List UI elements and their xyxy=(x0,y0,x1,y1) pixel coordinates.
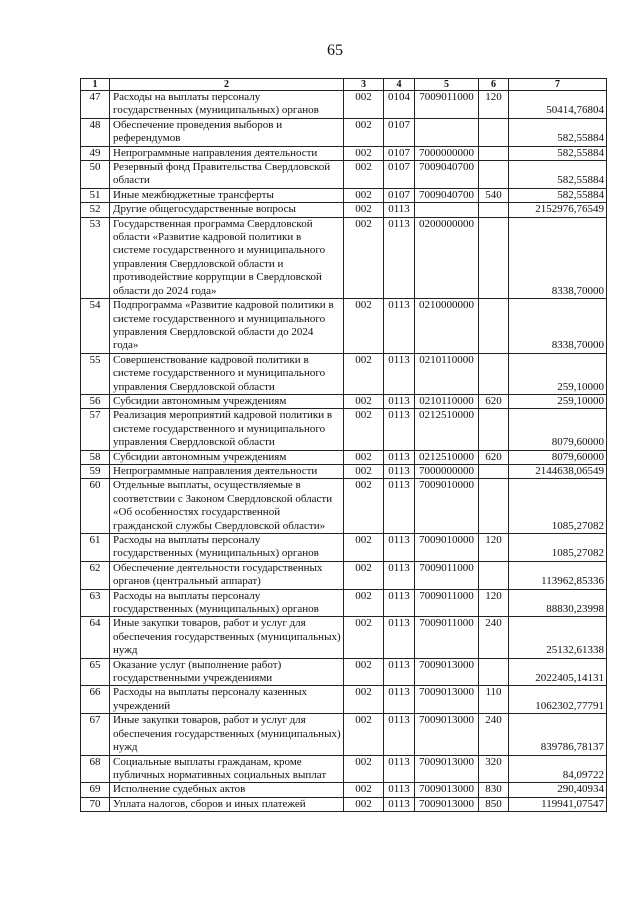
row-name: Исполнение судебных актов xyxy=(110,783,344,797)
row-number: 62 xyxy=(81,561,110,589)
row-code-3: 002 xyxy=(344,188,384,202)
row-code-4: 0113 xyxy=(384,394,415,408)
row-code-3: 002 xyxy=(344,464,384,478)
row-code-4: 0113 xyxy=(384,479,415,534)
row-number: 70 xyxy=(81,797,110,811)
row-name: Иные межбюджетные трансферты xyxy=(110,188,344,202)
row-number: 47 xyxy=(81,91,110,119)
row-code-5: 7009010000 xyxy=(415,534,479,562)
row-number: 54 xyxy=(81,299,110,354)
row-number: 68 xyxy=(81,755,110,783)
row-code-3: 002 xyxy=(344,217,384,298)
table-row xyxy=(81,479,607,534)
row-code-3: 002 xyxy=(344,755,384,783)
row-number: 51 xyxy=(81,188,110,202)
header-row xyxy=(81,79,607,91)
row-code-5: 7009040700 xyxy=(415,188,479,202)
row-amount: 1085,27082 xyxy=(509,534,607,562)
row-number: 65 xyxy=(81,658,110,686)
row-code-5 xyxy=(415,118,479,146)
row-code-6 xyxy=(479,299,509,354)
row-code-6 xyxy=(479,203,509,217)
row-number: 64 xyxy=(81,617,110,658)
row-name: Расходы на выплаты персоналу государственных (муниципальных) органов xyxy=(110,534,344,562)
row-code-3: 002 xyxy=(344,686,384,714)
row-name: Расходы на выплаты персоналу казенных учреждений xyxy=(110,686,344,714)
row-code-4: 0113 xyxy=(384,561,415,589)
row-code-4: 0113 xyxy=(384,783,415,797)
table-row xyxy=(81,146,607,160)
row-code-4: 0113 xyxy=(384,797,415,811)
row-amount: 259,10000 xyxy=(509,353,607,394)
row-code-3: 002 xyxy=(344,146,384,160)
table-row xyxy=(81,450,607,464)
row-code-5: 7009011000 xyxy=(415,91,479,119)
budget-table xyxy=(80,78,607,812)
col-header-5: 5 xyxy=(415,79,479,91)
row-code-3: 002 xyxy=(344,394,384,408)
table-row xyxy=(81,203,607,217)
row-number: 55 xyxy=(81,353,110,394)
table-row xyxy=(81,409,607,450)
row-code-6: 240 xyxy=(479,617,509,658)
row-amount: 8338,70000 xyxy=(509,299,607,354)
row-name: Другие общегосударственные вопросы xyxy=(110,203,344,217)
row-code-5: 7009040700 xyxy=(415,161,479,189)
row-code-6 xyxy=(479,217,509,298)
row-code-6: 120 xyxy=(479,589,509,617)
row-code-5: 7009013000 xyxy=(415,755,479,783)
col-header-2: 2 xyxy=(110,79,344,91)
row-code-4: 0113 xyxy=(384,450,415,464)
row-amount: 582,55884 xyxy=(509,146,607,160)
row-code-4: 0113 xyxy=(384,686,415,714)
row-number: 49 xyxy=(81,146,110,160)
row-amount: 582,55884 xyxy=(509,118,607,146)
row-code-6 xyxy=(479,146,509,160)
row-code-5: 7009011000 xyxy=(415,617,479,658)
row-code-6: 120 xyxy=(479,534,509,562)
row-code-5: 0210110000 xyxy=(415,353,479,394)
row-code-3: 002 xyxy=(344,714,384,755)
row-name: Уплата налогов, сборов и иных платежей xyxy=(110,797,344,811)
row-name: Совершенствование кадровой политики в системе государственного и муниципального управления Свердловской области xyxy=(110,353,344,394)
table-row xyxy=(81,658,607,686)
row-code-3: 002 xyxy=(344,783,384,797)
row-code-6: 830 xyxy=(479,783,509,797)
table-row xyxy=(81,91,607,119)
row-code-5: 0210000000 xyxy=(415,299,479,354)
row-code-4: 0113 xyxy=(384,299,415,354)
row-code-4: 0107 xyxy=(384,161,415,189)
row-code-3: 002 xyxy=(344,450,384,464)
row-code-3: 002 xyxy=(344,353,384,394)
row-amount: 88830,23998 xyxy=(509,589,607,617)
row-code-5: 7000000000 xyxy=(415,146,479,160)
row-name: Реализация мероприятий кадровой политики в системе государственного и муниципального управления Свердловской области xyxy=(110,409,344,450)
row-code-5: 7009010000 xyxy=(415,479,479,534)
table-row xyxy=(81,714,607,755)
row-code-6 xyxy=(479,464,509,478)
row-name: Субсидии автономным учреждениям xyxy=(110,394,344,408)
row-number: 53 xyxy=(81,217,110,298)
row-amount: 2144638,06549 xyxy=(509,464,607,478)
row-code-4: 0113 xyxy=(384,409,415,450)
row-code-3: 002 xyxy=(344,658,384,686)
col-header-6: 6 xyxy=(479,79,509,91)
row-code-4: 0107 xyxy=(384,118,415,146)
table-row xyxy=(81,561,607,589)
row-name: Отдельные выплаты, осуществляемые в соответствии с Законом Свердловской области «Об особенностях государственной гражданской службы Свердловской области» xyxy=(110,479,344,534)
row-code-5: 7009011000 xyxy=(415,589,479,617)
table-row xyxy=(81,589,607,617)
row-number: 59 xyxy=(81,464,110,478)
row-code-4: 0107 xyxy=(384,188,415,202)
row-code-4: 0113 xyxy=(384,353,415,394)
table-row xyxy=(81,118,607,146)
row-code-3: 002 xyxy=(344,561,384,589)
row-number: 48 xyxy=(81,118,110,146)
row-number: 61 xyxy=(81,534,110,562)
row-code-6: 320 xyxy=(479,755,509,783)
row-code-4: 0113 xyxy=(384,203,415,217)
row-name: Оказание услуг (выполнение работ) государственными учреждениями xyxy=(110,658,344,686)
row-code-6: 110 xyxy=(479,686,509,714)
row-code-6 xyxy=(479,161,509,189)
row-code-3: 002 xyxy=(344,589,384,617)
table-row xyxy=(81,534,607,562)
page-number: 65 xyxy=(327,42,343,59)
table-row xyxy=(81,394,607,408)
row-code-5: 7009013000 xyxy=(415,783,479,797)
row-amount: 25132,61338 xyxy=(509,617,607,658)
row-name: Обеспечение деятельности государственных органов (центральный аппарат) xyxy=(110,561,344,589)
row-code-3: 002 xyxy=(344,161,384,189)
row-name: Непрограммные направления деятельности xyxy=(110,146,344,160)
row-code-4: 0113 xyxy=(384,217,415,298)
table-row xyxy=(81,686,607,714)
row-code-4: 0113 xyxy=(384,464,415,478)
col-header-7: 7 xyxy=(509,79,607,91)
row-name: Подпрограмма «Развитие кадровой политики в системе государственного и муниципального управления Свердловской области до 2024 года» xyxy=(110,299,344,354)
row-code-6 xyxy=(479,409,509,450)
row-code-5: 0212510000 xyxy=(415,409,479,450)
row-code-3: 002 xyxy=(344,479,384,534)
row-code-4: 0113 xyxy=(384,755,415,783)
row-amount: 1085,27082 xyxy=(509,479,607,534)
table-row xyxy=(81,783,607,797)
row-code-4: 0104 xyxy=(384,91,415,119)
row-code-3: 002 xyxy=(344,409,384,450)
table-row xyxy=(81,161,607,189)
row-amount: 8079,60000 xyxy=(509,409,607,450)
row-code-4: 0113 xyxy=(384,617,415,658)
row-code-3: 002 xyxy=(344,91,384,119)
table-row xyxy=(81,797,607,811)
row-code-5: 0200000000 xyxy=(415,217,479,298)
row-code-4: 0113 xyxy=(384,658,415,686)
row-code-3: 002 xyxy=(344,118,384,146)
row-number: 63 xyxy=(81,589,110,617)
col-header-4: 4 xyxy=(384,79,415,91)
table-row xyxy=(81,617,607,658)
table-row xyxy=(81,188,607,202)
row-code-3: 002 xyxy=(344,534,384,562)
row-number: 60 xyxy=(81,479,110,534)
row-code-4: 0113 xyxy=(384,589,415,617)
row-code-5: 7000000000 xyxy=(415,464,479,478)
row-code-5 xyxy=(415,203,479,217)
row-number: 50 xyxy=(81,161,110,189)
row-number: 69 xyxy=(81,783,110,797)
table-row xyxy=(81,353,607,394)
row-code-4: 0113 xyxy=(384,534,415,562)
row-code-6: 620 xyxy=(479,450,509,464)
row-amount: 582,55884 xyxy=(509,161,607,189)
row-name: Расходы на выплаты персоналу государственных (муниципальных) органов xyxy=(110,91,344,119)
table-row xyxy=(81,464,607,478)
row-code-3: 002 xyxy=(344,617,384,658)
col-header-1: 1 xyxy=(81,79,110,91)
table-row xyxy=(81,217,607,298)
row-code-3: 002 xyxy=(344,299,384,354)
row-code-6: 620 xyxy=(479,394,509,408)
row-number: 58 xyxy=(81,450,110,464)
row-code-6: 850 xyxy=(479,797,509,811)
row-name: Социальные выплаты гражданам, кроме публичных нормативных социальных выплат xyxy=(110,755,344,783)
row-number: 56 xyxy=(81,394,110,408)
row-amount: 8338,70000 xyxy=(509,217,607,298)
row-name: Обеспечение проведения выборов и референдумов xyxy=(110,118,344,146)
table-row xyxy=(81,299,607,354)
row-code-4: 0107 xyxy=(384,146,415,160)
row-code-6: 240 xyxy=(479,714,509,755)
row-code-4: 0113 xyxy=(384,714,415,755)
row-amount: 582,55884 xyxy=(509,188,607,202)
row-amount: 1062302,77791 xyxy=(509,686,607,714)
row-amount: 2152976,76549 xyxy=(509,203,607,217)
row-code-6 xyxy=(479,353,509,394)
row-code-5: 7009011000 xyxy=(415,561,479,589)
row-amount: 839786,78137 xyxy=(509,714,607,755)
row-amount: 119941,07547 xyxy=(509,797,607,811)
row-code-5: 7009013000 xyxy=(415,658,479,686)
row-name: Резервный фонд Правительства Свердловской области xyxy=(110,161,344,189)
row-code-6 xyxy=(479,479,509,534)
row-code-6 xyxy=(479,118,509,146)
row-amount: 113962,85336 xyxy=(509,561,607,589)
row-code-6: 120 xyxy=(479,91,509,119)
row-number: 57 xyxy=(81,409,110,450)
row-name: Иные закупки товаров, работ и услуг для обеспечения государственных (муниципальных) нужд xyxy=(110,714,344,755)
row-number: 52 xyxy=(81,203,110,217)
row-code-6: 540 xyxy=(479,188,509,202)
row-code-5: 0210110000 xyxy=(415,394,479,408)
row-name: Расходы на выплаты персоналу государственных (муниципальных) органов xyxy=(110,589,344,617)
row-code-3: 002 xyxy=(344,797,384,811)
row-amount: 2022405,14131 xyxy=(509,658,607,686)
row-code-3: 002 xyxy=(344,203,384,217)
table-row xyxy=(81,755,607,783)
row-number: 67 xyxy=(81,714,110,755)
row-amount: 8079,60000 xyxy=(509,450,607,464)
row-name: Иные закупки товаров, работ и услуг для обеспечения государственных (муниципальных) нужд xyxy=(110,617,344,658)
row-code-5: 0212510000 xyxy=(415,450,479,464)
row-name: Непрограммные направления деятельности xyxy=(110,464,344,478)
row-code-6 xyxy=(479,561,509,589)
row-code-5: 7009013000 xyxy=(415,714,479,755)
col-header-3: 3 xyxy=(344,79,384,91)
row-amount: 50414,76804 xyxy=(509,91,607,119)
row-amount: 259,10000 xyxy=(509,394,607,408)
row-name: Субсидии автономным учреждениям xyxy=(110,450,344,464)
row-amount: 290,40934 xyxy=(509,783,607,797)
row-code-5: 7009013000 xyxy=(415,797,479,811)
row-number: 66 xyxy=(81,686,110,714)
row-name: Государственная программа Свердловской области «Развитие кадровой политики в системе государственного и муниципального управления Свердловской области и противодействие коррупции в Свердловской области до 2024 года» xyxy=(110,217,344,298)
row-amount: 84,09722 xyxy=(509,755,607,783)
row-code-6 xyxy=(479,658,509,686)
row-code-5: 7009013000 xyxy=(415,686,479,714)
